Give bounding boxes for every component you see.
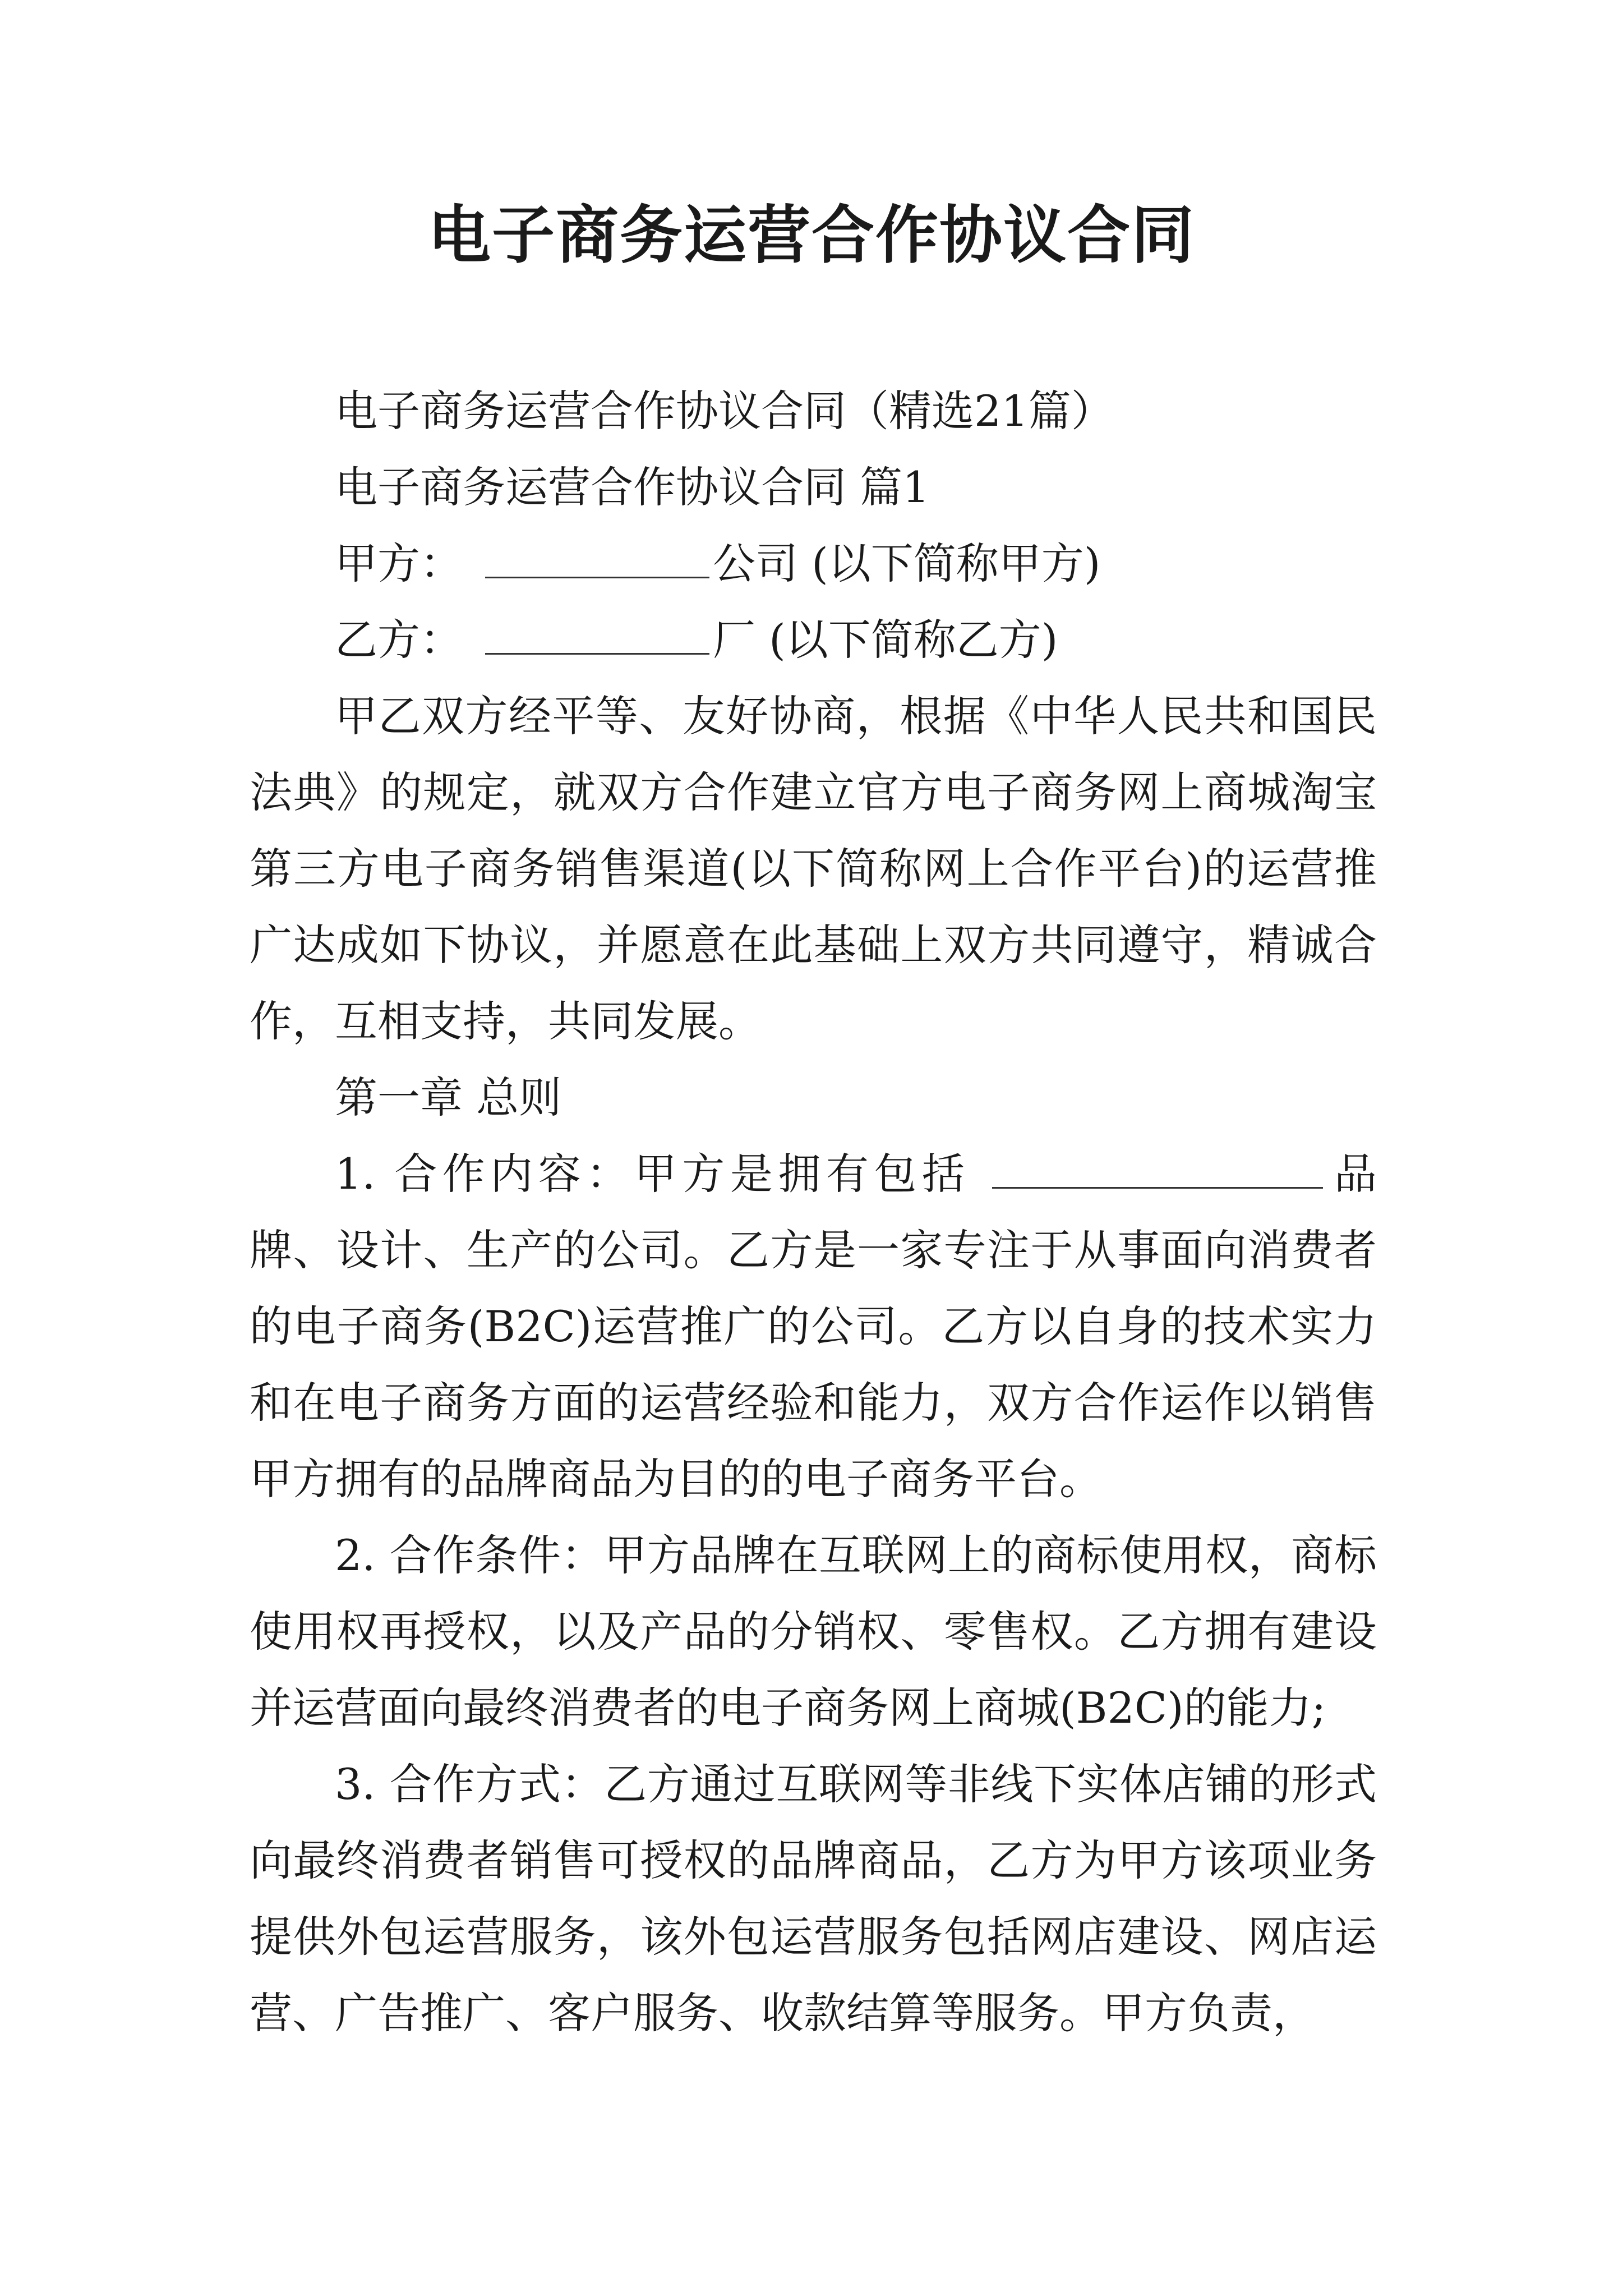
- chapter-heading: 第一章 总则: [335, 1073, 562, 1122]
- clause-1-rest: 品牌、设计、生产的公司。乙方是一家专注于从事面向消费者的电子商务(B2C)运营推广的公司。乙方以自身的技术实力和在电子商务方面的运营经验和能力，双方合作运作以销售甲方拥有的品牌商品为目的的电子商务平台。: [250, 1149, 1377, 1504]
- clause-2: 2. 合作条件：甲方品牌在互联网上的商标使用权，商标使用权再授权，以及产品的分销权、零售权。乙方拥有建设并运营面向最终消费者的电子商务网上商城(B2C)的能力;: [250, 1530, 1377, 1733]
- clause-1-lead: 1. 合作内容：甲方是拥有包括: [335, 1149, 970, 1199]
- intro-paragraph: 甲乙双方经平等、友好协商，根据《中华人民共和国民法典》的规定，就双方合作建立官方电子商务网上商城淘宝第三方电子商务销售渠道(以下简称网上合作平台)的运营推广达成如下协议，并愿意在此基础上双方共同遵守，精诚合作，互相支持，共同发展。: [250, 691, 1377, 1046]
- clause-3: 3. 合作方式：乙方通过互联网等非线下实体店铺的形式向最终消费者销售可授权的品牌商品，乙方为甲方该项业务提供外包运营服务，该外包运营服务包括网店建设、网店运营、广告推广、客户服务、收款结算等服务。甲方负责，: [250, 1759, 1377, 2038]
- party-b-line: [250, 602, 1377, 678]
- document-title: 电子商务运营合作协议合同: [428, 199, 1195, 272]
- section-heading: 电子商务运营合作协议合同 篇1: [335, 462, 930, 512]
- party-b-suffix: 厂 (以下简称乙方): [713, 615, 1058, 665]
- party-b-blank: [485, 610, 709, 655]
- party-a-line: [250, 526, 1377, 602]
- party-a-suffix: 公司 (以下简称甲方): [713, 539, 1101, 588]
- party-a-blank: [485, 534, 709, 578]
- party-a-label: 甲方：: [335, 539, 463, 588]
- clause-1: [250, 1136, 1377, 1517]
- document-subtitle: 电子商务运营合作协议合同（精选21篇）: [335, 386, 1114, 436]
- document-body: [250, 373, 1377, 2051]
- party-b-label: 乙方：: [335, 615, 463, 665]
- brand-blank: [992, 1144, 1323, 1189]
